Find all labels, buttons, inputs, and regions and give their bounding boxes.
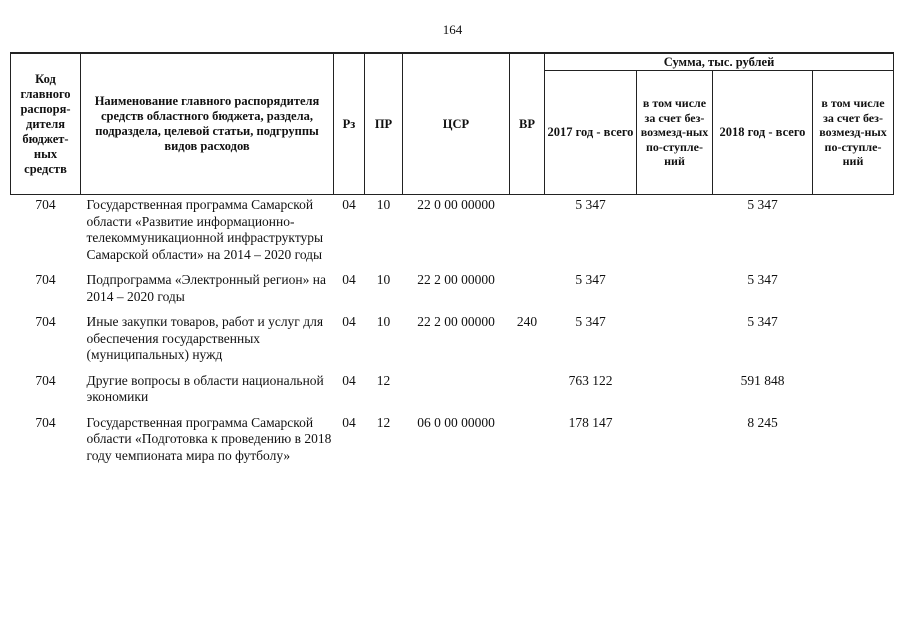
cell-code: 704 [35,272,56,287]
page-number: 164 [442,22,463,37]
cell-2017-total: 5 347 [575,197,606,212]
cell-name: Иные закупки товаров, работ и услуг для обеспечения государственных (муниципальных) нужд [86,314,324,362]
cell-vr [510,413,545,472]
cell-2017-total: 178 147 [568,414,613,430]
cell-code: 704 [35,197,56,212]
cell-csr: 22 2 00 00000 [417,272,495,287]
cell-name: Другие вопросы в области национальной экономики [86,372,324,404]
cell-2017-grants [637,270,713,312]
cell-csr: 22 0 00 00000 [417,197,495,212]
cell-2018-total: 5 347 [747,197,778,212]
cell-2018-total: 591 848 [740,372,785,388]
cell-2017-grants [637,195,713,271]
cell-pr: 10 [376,314,391,329]
cell-2018-total: 5 347 [747,314,778,329]
cell-2018-grants [813,371,894,413]
cell-2017-grants [637,371,713,413]
table-row [11,270,894,312]
cell-2017-grants [637,312,713,371]
header-2018-total: 2018 год - всего [713,71,813,195]
cell-rz: 04 [342,272,356,287]
cell-2017-grants [637,413,713,472]
cell-2018-grants [813,312,894,371]
table-body [11,195,894,472]
cell-2017-total: 763 122 [568,372,613,388]
header-code: Код главного распоря-дителя бюджет-ных средств [11,53,81,195]
budget-table [10,52,894,471]
cell-2018-total: 5 347 [747,272,778,287]
cell-csr: 06 0 00 00000 [417,414,495,430]
cell-vr [510,270,545,312]
cell-code: 704 [35,314,56,329]
cell-rz: 04 [342,197,356,212]
cell-pr: 10 [376,272,391,287]
header-pr: ПР [365,53,403,195]
cell-csr [403,371,510,413]
header-2017-grants: в том числе за счет без-возмезд-ных по-ступле-ний [637,71,713,195]
cell-vr [510,195,545,271]
cell-pr: 12 [376,372,391,388]
cell-2018-grants [813,270,894,312]
cell-vr [510,371,545,413]
header-rz: Рз [334,53,365,195]
cell-2018-total: 8 245 [747,414,778,430]
table-row [11,312,894,371]
cell-vr: 240 [516,314,538,329]
cell-2017-total: 5 347 [575,314,606,329]
header-sum-group: Сумма, тыс. рублей [545,53,894,71]
cell-name: Государственная программа Самарской области «Подготовка к проведению в 2018 году чемпионата мира по футболу» [86,414,332,463]
cell-rz: 04 [342,414,356,430]
header-name: Наименование главного распорядителя средств областного бюджета, раздела, подраздела, целевой статьи, подгруппы видов расходов [81,53,334,195]
cell-pr: 10 [376,197,391,212]
header-2017-total: 2017 год - всего [545,71,637,195]
table-header [11,53,894,195]
table-row [11,413,894,472]
cell-rz: 04 [342,372,356,388]
header-2018-grants: в том числе за счет без-возмезд-ных по-ступле-ний [813,71,894,195]
cell-pr: 12 [376,414,391,430]
cell-2017-total: 5 347 [575,272,606,287]
cell-2018-grants [813,195,894,271]
cell-code: 704 [35,414,56,430]
cell-2018-grants [813,413,894,472]
cell-name: Подпрограмма «Электронный регион» на 2014 – 2020 годы [86,272,326,304]
table-row [11,371,894,413]
cell-rz: 04 [342,314,356,329]
header-csr: ЦСР [403,53,510,195]
header-vr: ВР [510,53,545,195]
table-row [11,195,894,271]
cell-code: 704 [35,372,56,388]
cell-name: Государственная программа Самарской области «Развитие информационно-телекоммуникационной инфраструктуры Самарской области» на 2014 – 2020 годы [86,197,324,262]
cell-csr: 22 2 00 00000 [417,314,495,329]
